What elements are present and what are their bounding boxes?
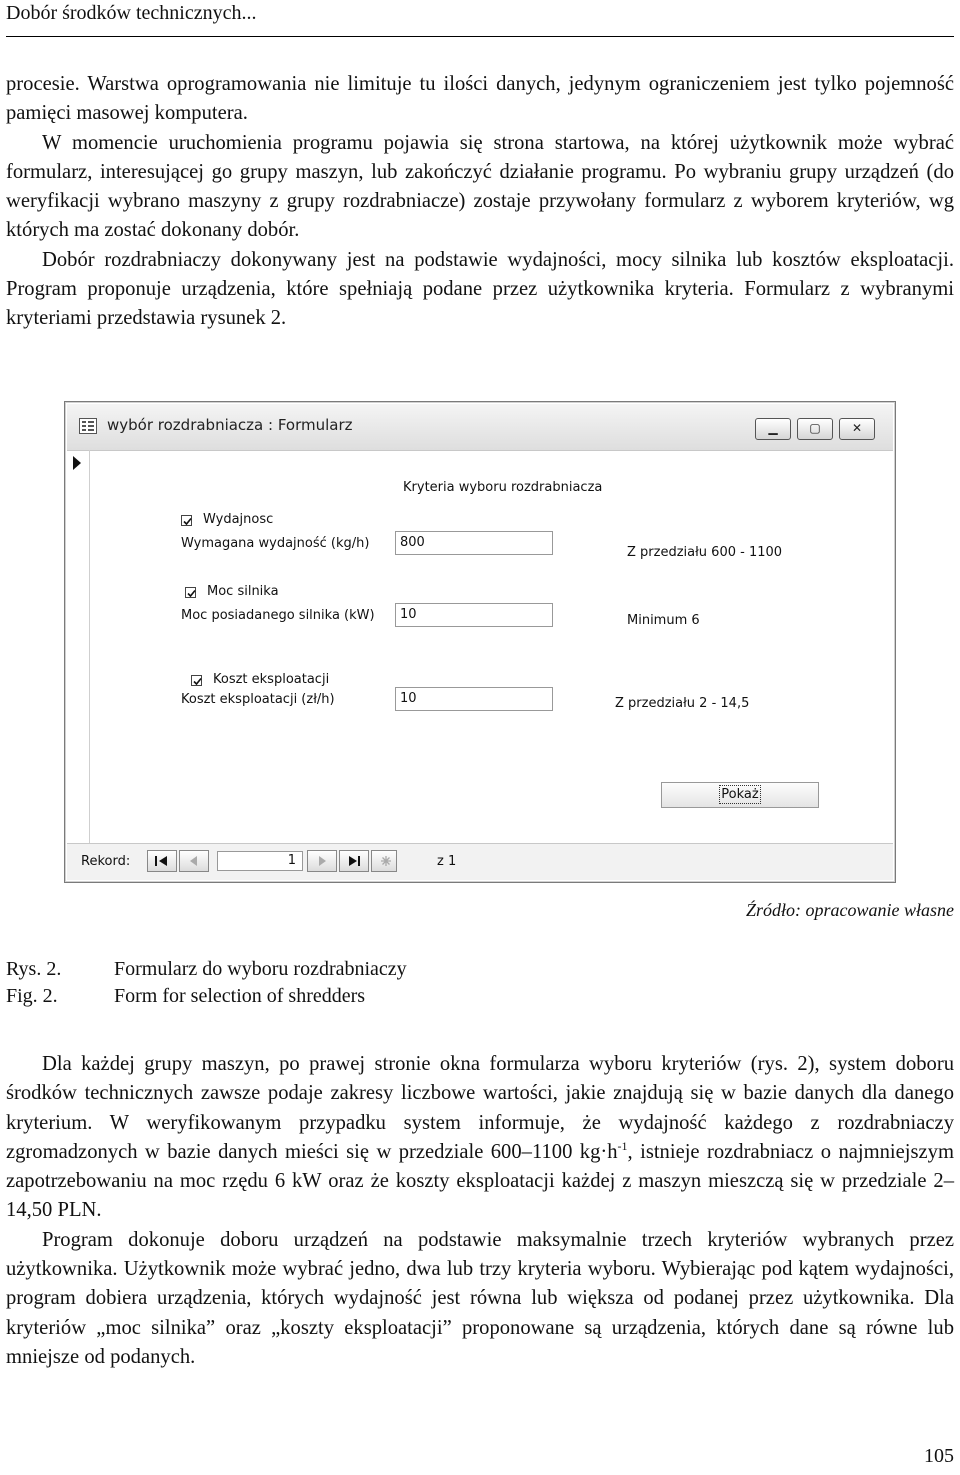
criteria-section-title: Kryteria wyboru rozdrabniacza (403, 480, 603, 495)
window-titlebar (67, 404, 893, 451)
next-record-button[interactable] (307, 850, 337, 872)
show-button-label: Pokaż (721, 787, 759, 802)
last-record-button[interactable] (339, 850, 369, 872)
figure-caption-pl (6, 955, 407, 983)
new-record-icon (377, 854, 393, 868)
form-icon (79, 418, 97, 434)
paragraph-text: , istnieje rozdrabniacz o najmniejszym zapotrzebowaniu na moc rzędu 6 kW oraz że koszty eksploatacji każdej z maszyn mieszczą się w przedziale 2–14,50 PLN. (6, 1140, 954, 1222)
power-field-label: Moc posiadanego silnika (kW) (181, 608, 375, 623)
record-count: z 1 (437, 854, 457, 869)
power-range-hint: Minimum 6 (627, 613, 700, 628)
paragraph-text: W momencie uruchomienia programu pojawia się strona startowa, na której użytkownik może wybrać formularz, interesującej go grupy maszyn, lub zakończyć działanie programu. Po wybraniu grupy urządzeń (do weryfikacji wybrano maszyny z grupy rozdrabniacze) zostaje przywołany formularz z wyborem kryteriów, wg których ma zostać dokonany dobór. (6, 131, 954, 242)
show-button[interactable] (661, 782, 819, 808)
window-title: wybór rozdrabniacza : Formularz (107, 416, 353, 434)
record-pointer-icon (73, 456, 81, 470)
new-record-button[interactable] (371, 850, 397, 872)
minimize-icon: ▁ (768, 421, 778, 435)
paragraph-text: procesie. Warstwa oprogramowania nie limituje tu ilości danych, jedynym ograniczeniem jest tylko pojemność pamięci masowej komputera. (6, 73, 954, 125)
next-record-icon (313, 854, 331, 868)
previous-record-button[interactable] (179, 850, 209, 872)
yield-range-hint: Z przedziału 600 - 1100 (627, 545, 783, 560)
form-screenshot (64, 401, 896, 883)
maximize-icon: ▢ (809, 421, 821, 435)
cost-input[interactable]: 10 (395, 687, 553, 711)
caption-text: Formularz do wyboru rozdrabniaczy (114, 958, 407, 980)
header-divider (6, 36, 954, 37)
yield-checkbox-label: Wydajnosc (203, 512, 274, 527)
power-checkbox[interactable] (185, 587, 196, 598)
record-navigation (67, 843, 893, 880)
maximize-button[interactable] (797, 418, 833, 440)
running-title: Dobór środków technicznych... (6, 2, 257, 24)
checkmark-icon (192, 676, 203, 687)
body-paragraph-2 (6, 1050, 954, 1372)
last-record-icon (345, 854, 363, 868)
record-selector[interactable] (67, 450, 90, 844)
cost-checkbox-label: Koszt eksploatacji (213, 672, 330, 687)
body-paragraph-1 (6, 70, 954, 334)
superscript: -1 (617, 1139, 628, 1154)
figure-source: Źródło: opracowanie własne (745, 900, 954, 920)
page-number: 105 (924, 1445, 954, 1467)
figure-caption-en (6, 982, 365, 1010)
yield-field-label: Wymagana wydajność (kg/h) (181, 536, 370, 551)
caption-label: Fig. 2. (6, 985, 58, 1007)
previous-record-icon (185, 854, 203, 868)
caption-label: Rys. 2. (6, 958, 62, 980)
current-record-input[interactable]: 1 (217, 851, 303, 871)
paragraph-text: Dobór rozdrabniaczy dokonywany jest na podstawie wydajności, mocy silnika lub kosztów eksploatacji. Program proponuje urządzenia, które spełniają podane przez użytkownika kryteria. Formularz z wybranymi kryteriami przedstawia rysunek 2. (6, 248, 954, 330)
first-record-button[interactable] (147, 850, 177, 872)
minimize-button[interactable] (755, 418, 791, 440)
power-input[interactable]: 10 (395, 603, 553, 627)
close-button[interactable] (839, 418, 875, 440)
checkmark-icon (182, 516, 193, 527)
yield-checkbox[interactable] (181, 515, 192, 526)
record-label: Rekord: (81, 854, 131, 869)
close-icon: ✕ (851, 421, 863, 435)
paragraph-text: Dla każdej grupy maszyn, po prawej stronie okna formularza wyboru kryteriów (rys. 2), system doboru środków technicznych zawsze podaje zakresy liczbowe wartości, jakie znajdują się w bazie danych dla danego kryterium. W weryfikowanym przypadku system informuje, że wydajność każdego z rozdrabniaczy zgromadzonych w bazie danych mieści się w przedziale 600–1100 kg·h (6, 1053, 954, 1163)
checkmark-icon (186, 588, 197, 599)
yield-input[interactable]: 800 (395, 531, 553, 555)
paragraph-text: Program dokonuje doboru urządzeń na podstawie maksymalnie trzech kryteriów wybranych przez użytkownika. Użytkownik może wybrać jedno, dwa lub trzy kryteria wyboru. Wybierając pod kątem wydajności, program dobiera urządzenia, których wydajność jest równa lub większa od podanej przez użytkownika. Dla kryteriów „moc silnika” oraz „koszty eksploatacji” proponowane są urządzenia, których dane są równe lub mniejsze od podanych. (6, 1228, 954, 1368)
cost-checkbox[interactable] (191, 675, 202, 686)
power-checkbox-label: Moc silnika (207, 584, 279, 599)
first-record-icon (153, 854, 171, 868)
cost-field-label: Koszt eksploatacji (zł/h) (181, 692, 335, 707)
cost-range-hint: Z przedziału 2 - 14,5 (615, 696, 750, 711)
caption-text: Form for selection of shredders (114, 985, 366, 1007)
